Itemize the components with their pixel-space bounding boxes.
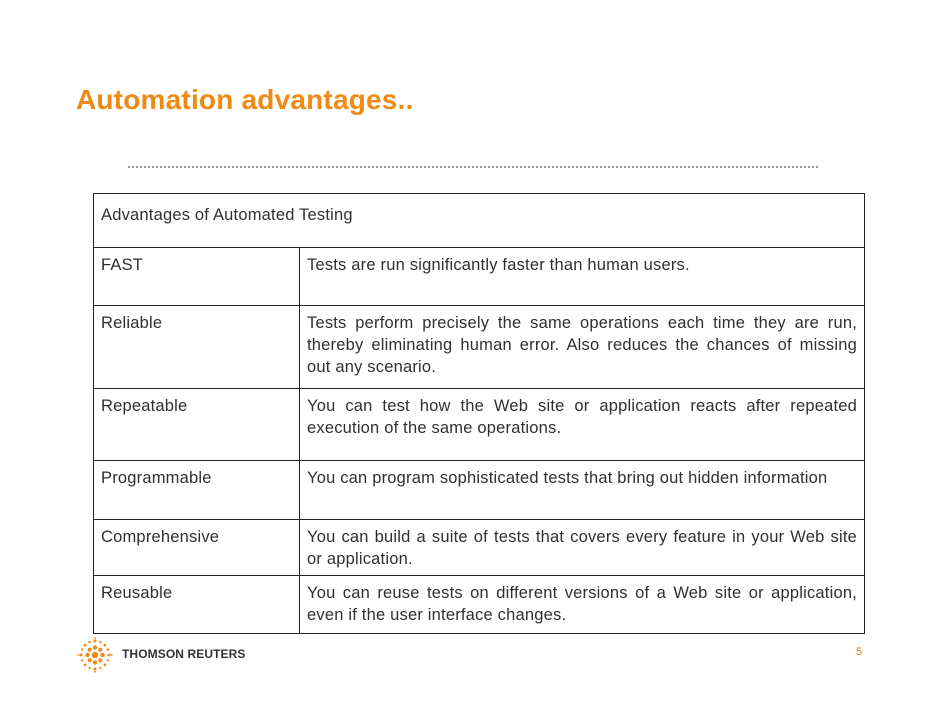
- row-description: You can program sophisticated tests that bring out hidden information: [300, 461, 865, 520]
- row-label: FAST: [94, 248, 300, 306]
- advantages-table: [93, 193, 865, 634]
- table-header: Advantages of Automated Testing: [94, 194, 865, 248]
- dotted-divider: [128, 166, 818, 168]
- table-row: [94, 520, 865, 576]
- table-row: [94, 248, 865, 306]
- page-number: 5: [856, 646, 863, 658]
- slide-title: Automation advantages..: [76, 84, 414, 115]
- row-label: Comprehensive: [94, 520, 300, 576]
- row-description: You can reuse tests on different versions of a Web site or application, even if the user interface changes.: [300, 576, 865, 634]
- row-label: Reliable: [94, 306, 300, 389]
- row-description: Tests perform precisely the same operations each time they are run, thereby eliminating human error. Also reduces the chances of missing out any scenario.: [300, 306, 865, 389]
- reuters-dot-sphere-icon: [76, 636, 114, 674]
- row-label: Reusable: [94, 576, 300, 634]
- thomson-reuters-logo: [76, 636, 246, 672]
- table-row: [94, 389, 865, 461]
- table-row: [94, 461, 865, 520]
- row-description: You can test how the Web site or application reacts after repeated execution of the same operations.: [300, 389, 865, 461]
- table-row: [94, 306, 865, 389]
- table-header-row: [94, 194, 865, 248]
- row-label: Programmable: [94, 461, 300, 520]
- row-description: Tests are run significantly faster than human users.: [300, 248, 865, 306]
- row-label: Repeatable: [94, 389, 300, 461]
- row-description: You can build a suite of tests that covers every feature in your Web site or application.: [300, 520, 865, 576]
- logo-text: THOMSON REUTERS: [122, 647, 246, 661]
- table-row: [94, 576, 865, 634]
